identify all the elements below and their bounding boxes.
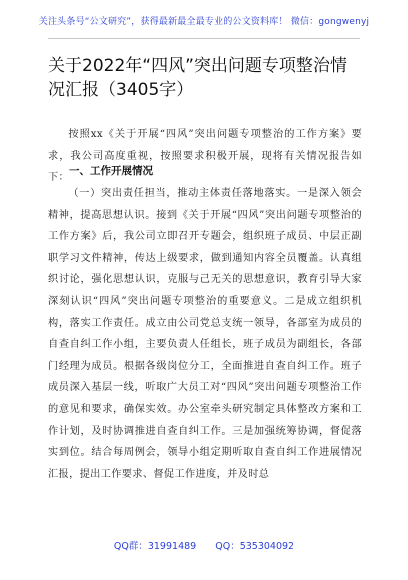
footer-qq: QQ：535304092 [215,541,295,552]
promo-banner: 关注头条号“公文研究”，获得最新最全最专业的公文资料库！ 微信：gongwenyj [38,17,370,27]
footer-contact [0,538,408,552]
intro-paragraph: 按照xx《关于开展“四风”突出问题专项整治的工作方案》要求，我公司高度重视，按照要求积极开展，现将有关情况报告如下： [48,129,362,184]
document-title: 关于2022年“四风”突出问题专项整治情况汇报（3405字） [48,56,347,100]
section-heading: 一、工作开展情况 [69,165,153,177]
footer-qq-group: QQ群：31991489 [113,541,197,552]
header-divider [48,38,360,39]
body-paragraph: （一）突出责任担当，推动主体责任落地落实。一是深入领会精神，提高思想认识。接到《关于开展“四风”突出问题专项整治的工作方案》后，我公司立即召开专题会，组织班子成员、中层正副职学习文件精神，传达上级要求，做到通知内容全员覆盖。认真组织讨论，强化思想认识，克服与己无关的思想意识，教育引导大家深刻认识“四风”突出问题专项整治的重要意义。二是成立组织机构，落实工作责任。成立由公司党总支统一领导，各部室为成员的自查自纠工作小组，主要负责人任组长，班子成员为副组长，各部门经理为成员。根据各级岗位分工，全面推进自查自纠工作。班子成员深入基层一线，听取广大员工对“四风”突出问题专项整治工作的意见和要求，确保实效。办公室牵头研究制定具体整改方案和工作计划，及时协调推进自查自纠工作。三是加强统筹协调，督促落实到位。结合每周例会，领导小组定期听取自查自纠工作进展情况汇报，提出工作要求、督促工作进度，并及时总 [48,188,362,480]
